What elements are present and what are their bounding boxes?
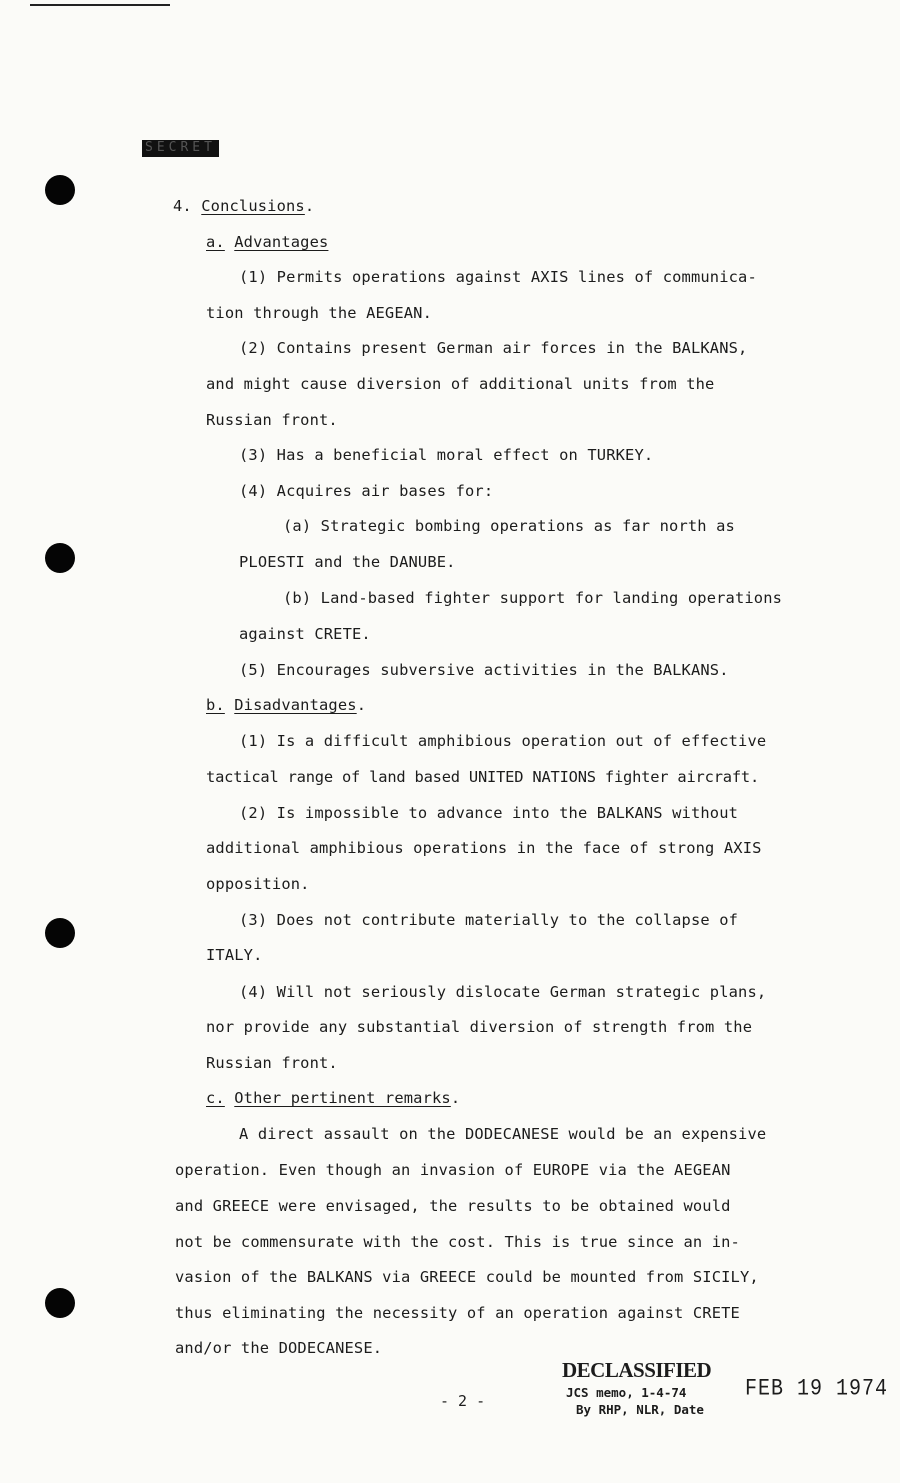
- classification-stamp: SECRET: [142, 140, 219, 157]
- advantages-label: a.: [206, 233, 225, 251]
- page-number: - 2 -: [440, 1392, 486, 1410]
- top-edge-mark: [30, 0, 170, 6]
- text-line: and GREECE were envisaged, the results to be obtained would: [175, 1197, 731, 1215]
- other-remarks-title-period: .: [450, 1089, 461, 1107]
- text-line: (a) Strategic bombing operations as far north as: [283, 517, 735, 535]
- text-line: vasion of the BALKANS via GREECE could be mounted from SICILY,: [175, 1268, 759, 1286]
- text-line: against CRETE.: [239, 625, 371, 643]
- text-line: tion through the AEGEAN.: [206, 304, 432, 322]
- advantages-title: Advantages: [234, 233, 329, 251]
- text-line: Russian front.: [206, 411, 338, 429]
- disadvantages-title-period: .: [356, 696, 367, 714]
- text-line: (2) Is impossible to advance into the BALKANS without: [239, 804, 739, 822]
- text-line: (1) Permits operations against AXIS lines of communica-: [239, 268, 757, 286]
- text-line: tactical range of land based UNITED NATIONS fighter aircraft.: [206, 768, 760, 786]
- text-line: A direct assault on the DODECANESE would be an expensive: [239, 1125, 767, 1143]
- declassified-date-stamp: FEB 19 1974: [745, 1376, 889, 1403]
- text-line: ITALY.: [206, 946, 263, 964]
- section-heading: [173, 196, 314, 216]
- text-line: (4) Will not seriously dislocate German strategic plans,: [239, 983, 767, 1001]
- text-line: operation. Even though an invasion of EUROPE via the AEGEAN: [175, 1161, 731, 1179]
- section-title-period: .: [304, 197, 315, 215]
- text-line: thus eliminating the necessity of an operation against CRETE: [175, 1304, 740, 1322]
- text-line: additional amphibious operations in the face of strong AXIS: [206, 839, 762, 857]
- advantages-heading: [206, 232, 328, 252]
- disadvantages-label: b.: [206, 696, 225, 714]
- text-line: opposition.: [206, 875, 310, 893]
- other-remarks-label: c.: [206, 1089, 225, 1107]
- disadvantages-title: Disadvantages: [234, 696, 357, 714]
- declassified-by-line: By RHP, NLR, Date: [576, 1402, 704, 1417]
- punch-hole: [45, 1288, 75, 1318]
- declassified-memo: JCS memo, 1-4-74: [566, 1385, 687, 1400]
- text-line: (3) Has a beneficial moral effect on TURKEY.: [239, 446, 654, 464]
- text-line: and/or the DODECANESE.: [175, 1339, 383, 1357]
- text-line: and might cause diversion of additional units from the: [206, 375, 715, 393]
- section-title: Conclusions: [201, 197, 305, 215]
- other-remarks-title: Other pertinent remarks: [234, 1089, 451, 1107]
- section-number: 4.: [173, 197, 192, 215]
- other-remarks-heading: [206, 1088, 460, 1108]
- text-line: nor provide any substantial diversion of strength from the: [206, 1018, 753, 1036]
- text-line: (b) Land-based fighter support for landing operations: [283, 589, 783, 607]
- punch-hole: [45, 175, 75, 205]
- punch-hole: [45, 543, 75, 573]
- text-line: (1) Is a difficult amphibious operation out of effective: [239, 732, 767, 750]
- text-line: not be commensurate with the cost. This is true since an in-: [175, 1233, 740, 1251]
- punch-hole: [45, 918, 75, 948]
- text-line: (4) Acquires air bases for:: [239, 482, 494, 500]
- text-line: PLOESTI and the DANUBE.: [239, 553, 456, 571]
- text-line: (3) Does not contribute materially to the collapse of: [239, 911, 739, 929]
- text-line: (2) Contains present German air forces in the BALKANS,: [239, 339, 748, 357]
- text-line: (5) Encourages subversive activities in the BALKANS.: [239, 661, 729, 679]
- text-line: Russian front.: [206, 1054, 338, 1072]
- declassified-stamp: DECLASSIFIED: [562, 1358, 712, 1382]
- disadvantages-heading: [206, 695, 366, 715]
